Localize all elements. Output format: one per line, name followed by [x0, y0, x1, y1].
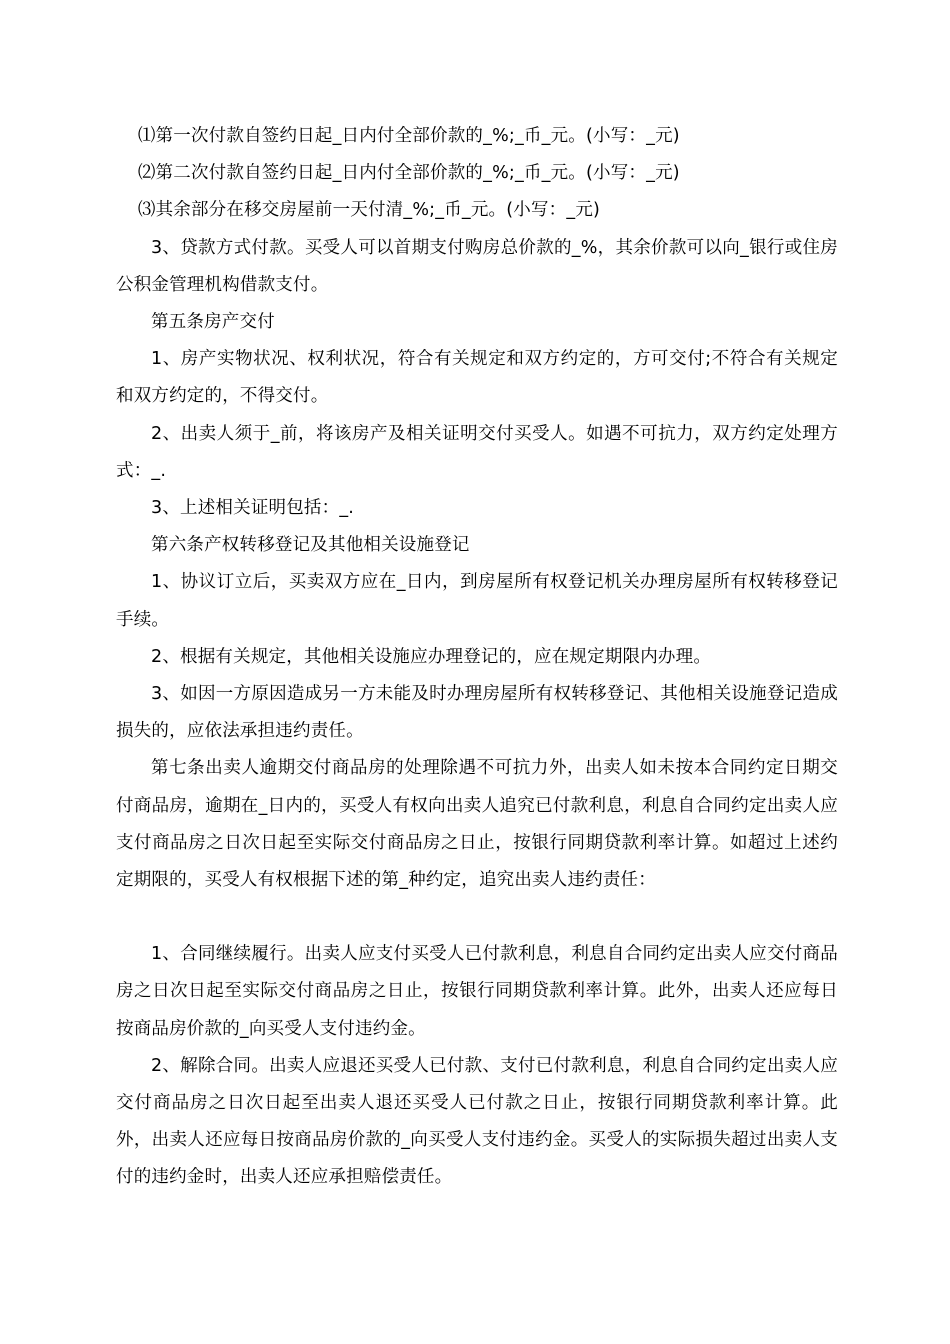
document-body — [116, 118, 838, 1197]
payment-item-1: ⑴第一次付款自签约日起_日内付全部价款的_%;_币_元。(小写：_元) — [137, 126, 680, 146]
payment-item-2: ⑵第二次付款自签约日起_日内付全部价款的_%;_币_元。(小写：_元) — [137, 163, 680, 184]
article-5-item-1: 1、房产实物状况、权利状况，符合有关规定和双方约定的，方可交付;不符合有关规定和双方约定的，不得交付。 — [116, 349, 838, 407]
loan-payment-clause: 3、贷款方式付款。买受人可以首期支付购房总价款的_%，其余价款可以向_银行或住房公积金管理机构借款支付。 — [116, 237, 838, 295]
article-7-item-1: 1、合同继续履行。出卖人应支付买受人已付款利息，利息自合同约定出卖人应交付商品房之日次日起至实际交付商品房之日止，按银行同期贷款利率计算。此外，出卖人还应每日按商品房价款的_向买受人支付违约金。 — [116, 944, 838, 1039]
article-6-item-3: 3、如因一方原因造成另一方未能及时办理房屋所有权转移登记、其他相关设施登记造成损失的，应依法承担违约责任。 — [116, 684, 838, 742]
article-6-item-2: 2、根据有关规定，其他相关设施应办理登记的，应在规定期限内办理。 — [151, 646, 712, 667]
article-5-item-3: 3、上述相关证明包括：_. — [151, 498, 355, 519]
article-7-item-2: 2、解除合同。出卖人应退还买受人已付款、支付已付款利息，利息自合同约定出卖人应交付商品房之日次日起至出卖人退还买受人已付款之日止，按银行同期贷款利率计算。此外，出卖人还应每日按商品房价款的_向买受人支付违约金。买受人的实际损失超过出卖人支付的违约金时，出卖人还应承担赔偿责任。 — [116, 1055, 838, 1188]
paragraph-gap — [116, 899, 838, 936]
article-5-item-2: 2、出卖人须于_前，将该房产及相关证明交付买受人。如遇不可抗力，双方约定处理方式：_. — [116, 423, 838, 481]
article-6-item-1: 1、协议订立后，买卖双方应在_日内，到房屋所有权登记机关办理房屋所有权转移登记手续。 — [116, 572, 838, 630]
article-7-paragraph: 第七条出卖人逾期交付商品房的处理除遇不可抗力外，出卖人如未按本合同约定日期交付商品房，逾期在_日内的，买受人有权向出卖人追究已付款利息，利息自合同约定出卖人应支付商品房之日次日起至实际交付商品房之日止，按银行同期贷款利率计算。如超过上述约定期限的，买受人有权根据下述的第_种约定，追究出卖人违约责任： — [116, 758, 838, 891]
article-5-heading: 第五条房产交付 — [151, 312, 275, 333]
article-6-heading: 第六条产权转移登记及其他相关设施登记 — [151, 535, 470, 556]
payment-item-3: ⑶其余部分在移交房屋前一天付清_%;_币_元。(小写：_元) — [137, 200, 601, 221]
